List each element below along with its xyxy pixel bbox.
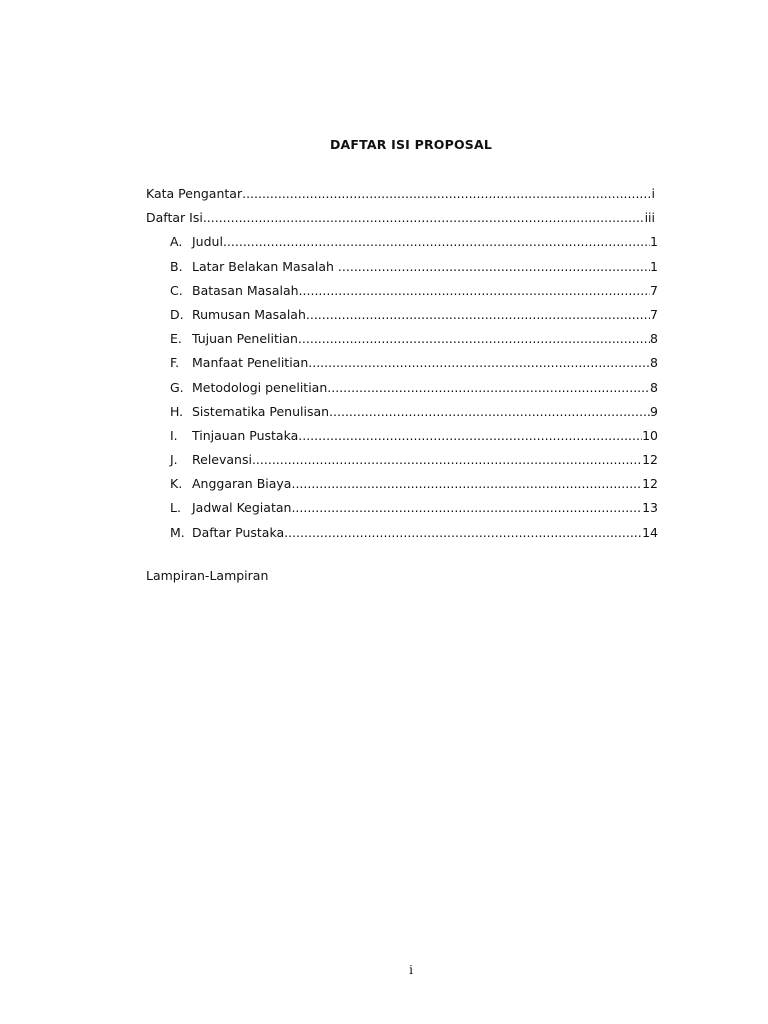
toc-section-letter: E.	[170, 331, 182, 347]
toc-section-letter: M.	[170, 524, 185, 540]
dot-leader	[291, 476, 642, 491]
document-title: DAFTAR ISI PROPOSAL	[329, 137, 493, 152]
toc-section-page: 12	[642, 452, 658, 468]
toc-section-label: Sistematika Penulisan	[192, 403, 330, 419]
toc-section-letter: L.	[170, 500, 181, 516]
toc-section-page: 8	[650, 331, 658, 347]
toc-section-page: 12	[642, 476, 658, 492]
dot-leader	[308, 355, 650, 370]
dot-leader	[299, 283, 651, 298]
toc-section-label: Metodologi penelitian	[192, 379, 328, 395]
toc-section-h	[170, 404, 658, 428]
toc-section-b	[170, 259, 658, 283]
dot-leader	[298, 331, 650, 346]
toc-section-letter: A.	[170, 234, 183, 250]
toc-section-label: Judul	[192, 234, 223, 250]
dot-leader	[291, 500, 642, 515]
toc-section-l	[170, 500, 658, 524]
toc-section-label: Rumusan Masalah	[192, 306, 306, 322]
toc-entry-daftar-isi	[146, 210, 655, 234]
dot-leader	[203, 210, 645, 225]
toc-entry-page: iii	[644, 210, 655, 226]
toc-entry-page: i	[651, 186, 655, 201]
dot-leader	[252, 452, 642, 467]
table-of-contents	[146, 186, 658, 549]
toc-section-letter: B.	[170, 258, 183, 274]
page-number: i	[409, 963, 413, 977]
dot-leader	[284, 525, 642, 540]
toc-section-label: Jadwal Kegiatan	[192, 500, 292, 516]
toc-entry-kata-pengantar	[146, 186, 655, 210]
toc-section-page: 8	[650, 355, 658, 371]
toc-section-k	[170, 476, 658, 500]
dot-leader	[329, 404, 650, 419]
toc-section-label: Tujuan Penelitian	[192, 331, 298, 347]
toc-section-page: 1	[650, 234, 658, 250]
dot-leader	[242, 186, 651, 201]
toc-section-label: Manfaat Penelitian	[192, 355, 309, 371]
toc-section-g	[170, 380, 658, 404]
toc-section-label: Daftar Pustaka	[192, 524, 285, 540]
toc-section-letter: I.	[170, 427, 178, 443]
toc-section-letter: J.	[170, 452, 178, 468]
toc-section-f	[170, 355, 658, 379]
toc-section-d	[170, 307, 658, 331]
dot-leader	[327, 380, 650, 395]
toc-section-j	[170, 452, 658, 476]
toc-section-label: Relevansi	[192, 452, 252, 468]
toc-section-letter: D.	[170, 306, 184, 322]
dot-leader	[306, 307, 650, 322]
toc-entry-label: Kata Pengantar	[146, 186, 243, 201]
toc-section-page: 1	[650, 258, 658, 274]
toc-section-letter: F.	[170, 355, 180, 371]
dot-leader	[223, 234, 650, 249]
toc-section-page: 7	[650, 282, 658, 298]
toc-section-c	[170, 283, 658, 307]
toc-section-page: 9	[650, 403, 658, 419]
dot-leader	[298, 428, 642, 443]
toc-section-a	[170, 234, 658, 258]
dot-leader	[338, 259, 650, 274]
toc-section-i	[170, 428, 658, 452]
toc-section-letter: K.	[170, 476, 183, 492]
toc-section-page: 14	[642, 524, 658, 540]
toc-section-label: Batasan Masalah	[192, 282, 299, 298]
toc-section-page: 13	[642, 500, 658, 516]
toc-section-label: Tinjauan Pustaka	[192, 427, 299, 443]
toc-section-letter: G.	[170, 379, 184, 395]
toc-section-label: Anggaran Biaya	[192, 476, 292, 492]
toc-section-letter: C.	[170, 282, 183, 298]
appendix-heading: Lampiran-Lampiran	[146, 568, 269, 583]
toc-section-label: Latar Belakan Masalah	[192, 258, 338, 274]
toc-section-page: 8	[650, 379, 658, 395]
toc-section-letter: H.	[170, 403, 184, 419]
toc-section-page: 10	[642, 427, 658, 443]
toc-entry-label: Daftar Isi	[146, 210, 203, 226]
toc-section-m	[170, 525, 658, 549]
toc-section-page: 7	[650, 306, 658, 322]
toc-section-e	[170, 331, 658, 355]
